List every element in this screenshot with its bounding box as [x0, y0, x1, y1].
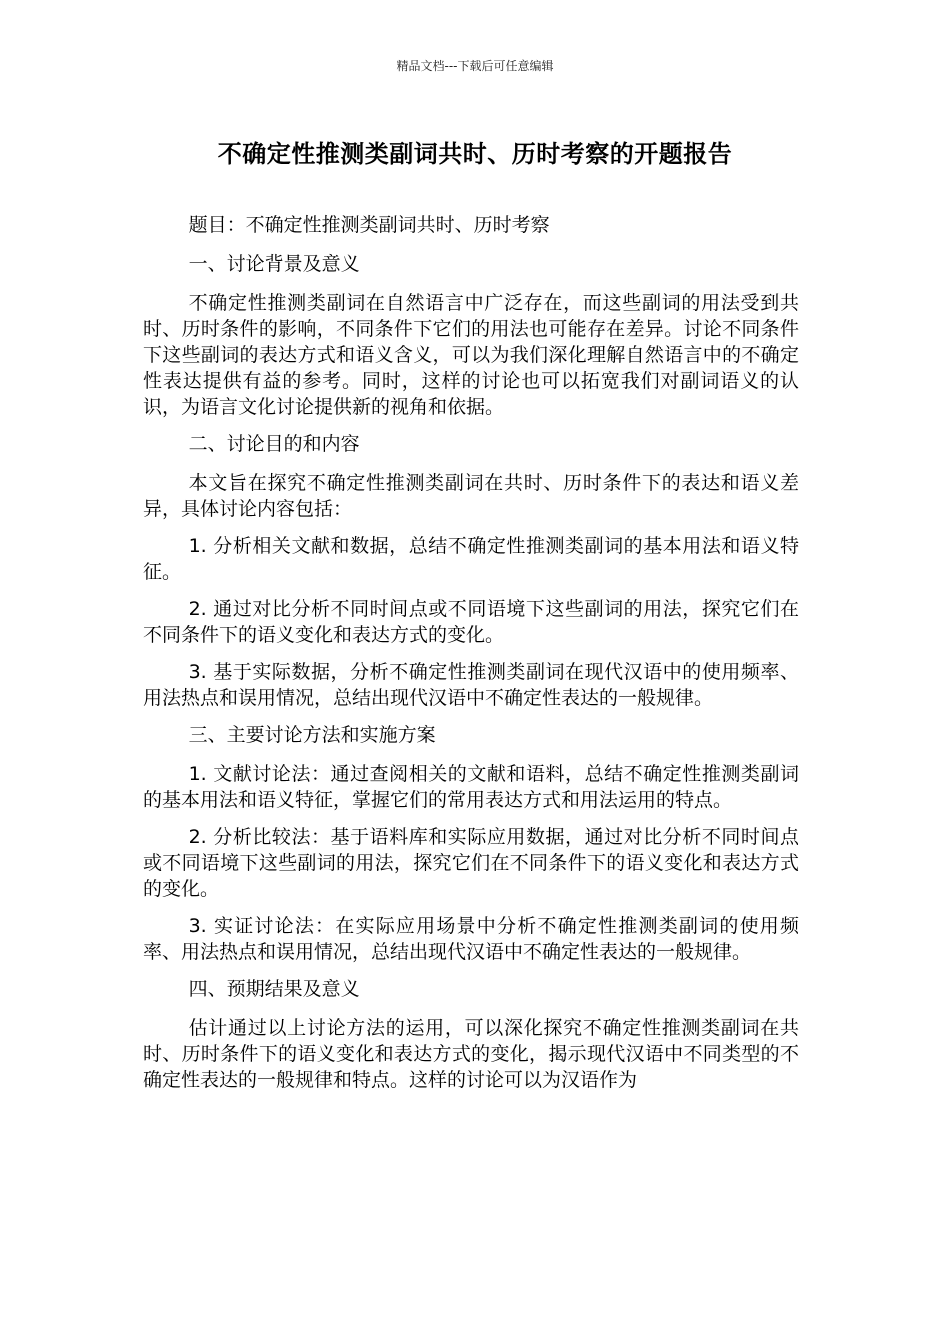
section-paragraph: 不确定性推测类副词在自然语言中广泛存在，而这些副词的用法受到共时、历时条件的影响，不同条件下它们的用法也可能存在差异。讨论不同条件下这些副词的表达方式和语义含义，可以为我们深化理解自然语言中的不确定性表达提供有益的参考。同时，这样的讨论也可以拓宽我们对副词语义的认识，为语言文化讨论提供新的视角和依据。: [143, 292, 799, 418]
document-title: 不确定性推测类副词共时、历时考察的开题报告: [217, 140, 733, 168]
list-item: 2. 分析比较法：基于语料库和实际应用数据，通过对比分析不同时间点或不同语境下这些副词的用法，探究它们在不同条件下的语义变化和表达方式的变化。: [143, 826, 799, 900]
list-item: 2. 通过对比分析不同时间点或不同语境下这些副词的用法，探究它们在不同条件下的语义变化和表达方式的变化。: [143, 598, 799, 646]
section-heading-purpose: 二、讨论目的和内容: [188, 433, 360, 455]
list-item: 3. 实证讨论法：在实际应用场景中分析不确定性推测类副词的使用频率、用法热点和误用情况，总结出现代汉语中不确定性表达的一般规律。: [143, 915, 799, 963]
section-heading-background: 一、讨论背景及意义: [188, 253, 360, 275]
list-item: 1. 分析相关文献和数据，总结不确定性推测类副词的基本用法和语义特征。: [143, 535, 799, 583]
list-item: 3. 基于实际数据，分析不确定性推测类副词在现代汉语中的使用频率、用法热点和误用情况，总结出现代汉语中不确定性表达的一般规律。: [143, 661, 799, 709]
section-paragraph: 估计通过以上讨论方法的运用，可以深化探究不确定性推测类副词在共时、历时条件下的语义变化和表达方式的变化，揭示现代汉语中不同类型的不确定性表达的一般规律和特点。这样的讨论可以为汉语作为: [143, 1017, 799, 1091]
list-item: 1. 文献讨论法：通过查阅相关的文献和语料，总结不确定性推测类副词的基本用法和语义特征，掌握它们的常用表达方式和用法运用的特点。: [143, 763, 799, 811]
section-heading-methods: 三、主要讨论方法和实施方案: [188, 724, 436, 746]
page-header-note: 精品文档---下载后可任意编辑: [396, 59, 554, 73]
section-heading-expected-results: 四、预期结果及意义: [188, 978, 360, 1000]
subject-line: 题目：不确定性推测类副词共时、历时考察: [188, 214, 550, 236]
document-body: [143, 212, 799, 1104]
section-paragraph: 本文旨在探究不确定性推测类副词在共时、历时条件下的表达和语义差异，具体讨论内容包括：: [143, 472, 799, 520]
